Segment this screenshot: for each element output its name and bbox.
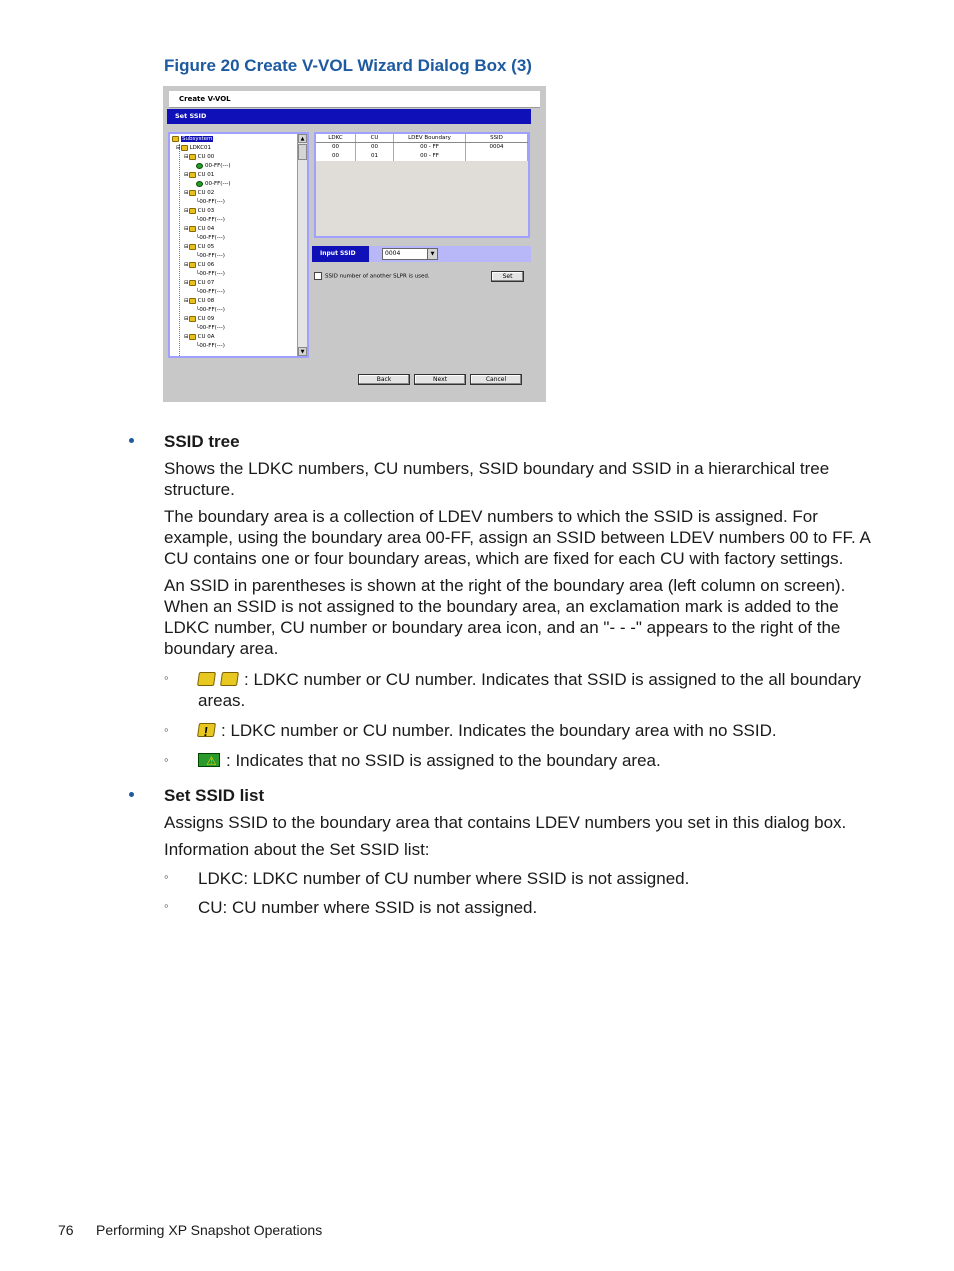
icon-legend-item-1 [198, 669, 878, 711]
next-button[interactable]: Next [414, 374, 466, 385]
tree-boundary-node[interactable] [196, 198, 225, 207]
sub-bullet-icon: ◦ [164, 722, 169, 737]
cell: 00 [356, 143, 394, 152]
boundary-warning-icon [198, 753, 220, 767]
other-slpr-checkbox[interactable] [314, 272, 322, 280]
set-ssid-list[interactable] [314, 132, 530, 238]
tree-boundary-label: 00-FF(---) [199, 343, 225, 349]
tree-boundary-node[interactable] [196, 216, 225, 225]
list-row[interactable] [316, 143, 528, 152]
tree-cu-node[interactable]: ⊟ CU 02 [184, 190, 215, 196]
tree-branch-icon: └ [196, 235, 200, 241]
tree-cu-node[interactable]: ⊟ CU 06 [184, 262, 215, 268]
tree-boundary-node[interactable] [196, 234, 225, 243]
tree-cu-node[interactable]: ⊟ CU 0A [184, 334, 215, 340]
tree-cu-node[interactable]: ⊟ CU 05 [184, 244, 215, 250]
figure-caption: Figure 20 Create V-VOL Wizard Dialog Box (3) [164, 56, 532, 75]
sub-bullet-icon: ◦ [164, 869, 169, 884]
icon-legend-text-3: : Indicates that no SSID is assigned to the boundary area. [226, 751, 661, 770]
input-ssid-bar [312, 246, 531, 262]
tree-cu-label: CU 04 [197, 226, 215, 232]
checkbox-label: SSID number of another SLPR is used. [325, 273, 430, 280]
tree-boundary-label: 00-FF(---) [199, 217, 225, 223]
tree-cu-label: CU 06 [197, 262, 215, 268]
set-ssid-list-item-1: LDKC: LDKC number of CU number where SSID is not assigned. [198, 869, 690, 888]
cell: 00 [316, 143, 356, 152]
set-ssid-bar: Set SSID [167, 109, 531, 124]
icon-legend-text-2: : LDKC number or CU number. Indicates the boundary area with no SSID. [221, 721, 777, 740]
tree-connector-line [179, 144, 180, 358]
col-ldev-boundary[interactable]: LDEV Boundary [394, 134, 466, 142]
boundary-status-icon [196, 181, 203, 187]
ssid-tree-paragraph-1: Shows the LDKC numbers, CU numbers, SSID boundary and SSID in a hierarchical tree structure. [164, 459, 830, 499]
tree-branch-icon: └ [196, 271, 200, 277]
bullet-icon [129, 438, 134, 443]
ssid-tree-heading: SSID tree [164, 432, 240, 451]
ldkc-folder-icon [197, 672, 216, 686]
cancel-button[interactable]: Cancel [470, 374, 522, 385]
tree-branch-icon: └ [196, 325, 200, 331]
icon-legend-item-3 [198, 750, 878, 771]
tree-cu-node[interactable]: ⊟ CU 07 [184, 280, 215, 286]
sub-bullet-icon: ◦ [164, 752, 169, 767]
col-ldkc[interactable]: LDKC [316, 134, 356, 142]
folder-exclamation-icon [197, 723, 216, 737]
dialog-title: Create V-VOL [169, 91, 540, 108]
tree-boundary-label: 00-FF(---) [199, 289, 225, 295]
tree-root[interactable] [172, 135, 213, 144]
tree-boundary-node[interactable] [196, 162, 231, 171]
tree-cu-node[interactable]: ⊟ CU 00 [184, 154, 215, 160]
tree-cu-node[interactable]: ⊟ CU 01 [184, 172, 215, 178]
tree-boundary-label: 00-FF(---) [199, 325, 225, 331]
cell: 00 - FF [394, 152, 466, 161]
list-header [316, 134, 528, 143]
col-ssid[interactable]: SSID [466, 134, 528, 142]
tree-cu-label: CU 09 [197, 316, 215, 322]
tree-boundary-node[interactable] [196, 306, 225, 315]
tree-boundary-node[interactable] [196, 288, 225, 297]
footer-section-title: Performing XP Snapshot Operations [96, 1222, 323, 1238]
tree-cu-label: CU 02 [197, 190, 215, 196]
chevron-down-icon[interactable]: ▼ [427, 249, 437, 259]
scroll-down-icon[interactable]: ▼ [298, 347, 307, 356]
ssid-tree-paragraph-2: The boundary area is a collection of LDEV numbers to which the SSID is assigned. For example, using the boundary area 00-FF, assign an SSID between LDEV numbers 00 to FF. A CU contains one or four boundary areas, which are fixed for each CU with factory settings. [164, 507, 870, 568]
cu-folder-icon [189, 280, 196, 286]
list-row[interactable] [316, 152, 528, 161]
cell: 00 [316, 152, 356, 161]
cu-folder-icon [189, 154, 196, 160]
scroll-up-icon[interactable]: ▲ [298, 134, 307, 143]
tree-root-label: Subsystem [182, 136, 213, 142]
subsystem-folder-icon [172, 136, 179, 142]
tree-cu-label: CU 07 [197, 280, 215, 286]
tree-cu-label: CU 05 [197, 244, 215, 250]
tree-ldkc[interactable]: ⊟ LDKC01 [176, 145, 212, 151]
create-vvol-dialog-screenshot [163, 86, 546, 402]
cu-folder-icon [189, 244, 196, 250]
cu-folder-icon [189, 208, 196, 214]
tree-branch-icon: └ [196, 199, 200, 205]
tree-cu-label: CU 01 [197, 172, 215, 178]
tree-boundary-label: 00-FF(---) [199, 253, 225, 259]
tree-cu-label: CU 0A [197, 334, 215, 340]
cu-folder-icon [189, 172, 196, 178]
tree-ldkc-label: LDKC01 [189, 145, 212, 151]
input-ssid-value: 0004 [385, 250, 401, 257]
cell: 0004 [466, 143, 528, 152]
set-button[interactable]: Set [491, 271, 524, 282]
ldkc-folder-icon [181, 145, 188, 151]
input-ssid-label: Input SSID [312, 246, 369, 262]
cu-folder-icon [189, 262, 196, 268]
tree-branch-icon: └ [196, 289, 200, 295]
tree-boundary-label: 00-FF(---) [205, 181, 231, 187]
tree-boundary-node[interactable] [196, 270, 225, 279]
tree-boundary-node[interactable] [196, 252, 225, 261]
bullet-icon [129, 792, 134, 797]
tree-cu-node[interactable]: ⊟ CU 03 [184, 208, 215, 214]
cell: 01 [356, 152, 394, 161]
boundary-status-icon [196, 163, 203, 169]
tree-boundary-label: 00-FF(---) [199, 199, 225, 205]
tree-boundary-node[interactable] [196, 180, 231, 189]
sub-bullet-icon: ◦ [164, 898, 169, 913]
cu-folder-icon [189, 334, 196, 340]
sub-bullet-icon: ◦ [164, 670, 169, 685]
tree-boundary-label: 00-FF(---) [205, 163, 231, 169]
tree-cu-node[interactable]: ⊟ CU 09 [184, 316, 215, 322]
tree-boundary-label: 00-FF(---) [199, 307, 225, 313]
cu-folder-icon [189, 226, 196, 232]
cu-folder-icon [220, 672, 239, 686]
tree-boundary-label: 00-FF(---) [199, 271, 225, 277]
set-ssid-paragraph-1: Assigns SSID to the boundary area that contains LDEV numbers you set in this dialog box. [164, 813, 847, 832]
input-ssid-select[interactable] [382, 248, 438, 260]
set-ssid-paragraph-2: Information about the Set SSID list: [164, 840, 430, 859]
tree-cu-label: CU 00 [197, 154, 215, 160]
tree-branch-icon: └ [196, 307, 200, 313]
tree-branch-icon: └ [196, 217, 200, 223]
scroll-thumb[interactable] [298, 144, 307, 160]
tree-boundary-node[interactable] [196, 342, 225, 351]
cu-folder-icon [189, 316, 196, 322]
cu-folder-icon [189, 298, 196, 304]
set-ssid-heading: Set SSID list [164, 786, 265, 805]
tree-cu-label: CU 08 [197, 298, 215, 304]
ssid-tree-paragraph-3: An SSID in parentheses is shown at the right of the boundary area (left column on screen). When an SSID is not assigned to the boundary area, an exclamation mark is added to the LDKC number, CU number or boundary area icon, and an "- - -" appears to the right of the boundary area. [164, 576, 846, 658]
tree-cu-node[interactable]: ⊟ CU 08 [184, 298, 215, 304]
icon-legend-item-2 [198, 720, 878, 741]
tree-branch-icon: └ [196, 343, 200, 349]
tree-cu-node[interactable]: ⊟ CU 04 [184, 226, 215, 232]
tree-scrollbar[interactable] [297, 134, 307, 356]
back-button[interactable]: Back [358, 374, 410, 385]
tree-branch-icon: └ [196, 253, 200, 259]
set-ssid-list-item-2: CU: CU number where SSID is not assigned. [198, 898, 538, 917]
col-cu[interactable]: CU [356, 134, 394, 142]
icon-legend-text-1: : LDKC number or CU number. Indicates that SSID is assigned to the all boundary areas. [198, 670, 862, 710]
cell: 00 - FF [394, 143, 466, 152]
tree-cu-label: CU 03 [197, 208, 215, 214]
cell [466, 152, 528, 161]
ssid-tree[interactable] [168, 132, 309, 358]
other-slpr-checkbox-row[interactable] [314, 272, 430, 281]
tree-boundary-node[interactable] [196, 324, 225, 333]
tree-boundary-label: 00-FF(---) [199, 235, 225, 241]
cu-folder-icon [189, 190, 196, 196]
page-number: 76 [58, 1222, 74, 1238]
